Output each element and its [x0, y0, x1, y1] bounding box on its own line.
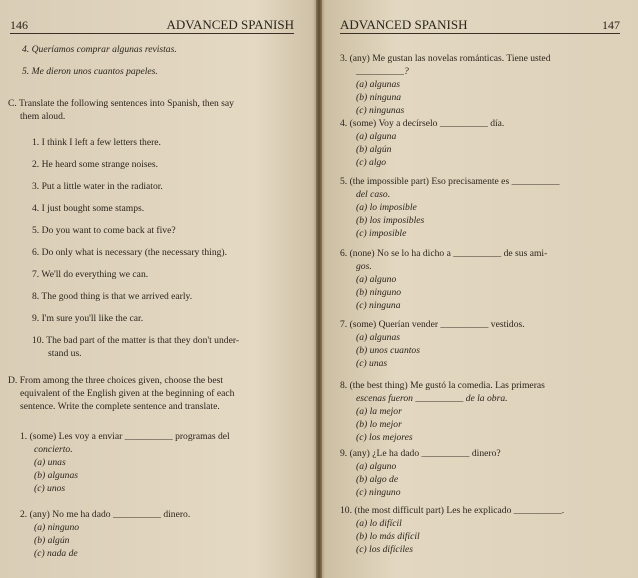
left-page-line: 6. Do only what is necessary (the necessary thing). — [32, 247, 228, 258]
left-page-line: stand us. — [48, 348, 82, 359]
right-page-line: (b) algún — [356, 144, 392, 155]
left-page-line: 1. I think I left a few letters there. — [32, 137, 161, 148]
right-page-line: __________? — [356, 66, 409, 77]
right-page-line: 6. (none) No se lo ha dicho a __________ de sus ami- — [340, 248, 548, 259]
right-page-line: (b) ninguno — [356, 287, 402, 298]
left-page-header — [10, 18, 294, 34]
left-page-line: 4. I just bought some stamps. — [32, 203, 145, 214]
left-page-line: (a) ninguno — [34, 522, 80, 533]
left-page-line: (a) unas — [34, 457, 66, 468]
right-page-line: (c) ninguna — [356, 300, 401, 311]
left-page-line: concierto. — [34, 444, 73, 455]
left-page-line: 9. I'm sure you'll like the car. — [32, 313, 144, 324]
left-page-line: sentence. Write the complete sentence and translate. — [20, 401, 220, 412]
left-page-line: (b) algunas — [34, 470, 78, 481]
right-page-line: (a) lo imposible — [356, 202, 417, 213]
left-page-line: 7. We'll do everything we can. — [32, 269, 149, 280]
left-page-line: (c) nada de — [34, 548, 78, 559]
right-page-line: del caso. — [356, 189, 391, 200]
left-page-line: 3. Put a little water in the radiator. — [32, 181, 163, 192]
right-page-header — [340, 18, 620, 34]
right-page-line: (b) unos cuantos — [356, 345, 420, 356]
right-page-line: (c) unas — [356, 358, 388, 369]
left-page-line: 4. Queríamos comprar algunas revistas. — [22, 44, 177, 55]
left-page-line: (b) algún — [34, 535, 70, 546]
right-page-line: 7. (some) Querían vender __________ vestidos. — [340, 319, 525, 330]
right-page-line: (b) lo más difícil — [356, 531, 420, 542]
right-page-line: (a) la mejor — [356, 406, 402, 417]
left-page-line: 5. Me dieron unos cuantos papeles. — [22, 66, 158, 77]
right-page-line: (a) algunas — [356, 79, 400, 90]
left-page-number: 146 — [10, 18, 28, 32]
right-page-line: (b) los imposibles — [356, 215, 425, 226]
left-page-line: 10. The bad part of the matter is that they don't under- — [32, 335, 240, 346]
left-page-line: C. Translate the following sentences into Spanish, then say — [8, 98, 234, 109]
left-page-line: them aloud. — [20, 111, 66, 122]
left-page-line: 2. He heard some strange noises. — [32, 159, 159, 170]
right-page-line: escenas fueron __________ de la obra. — [356, 393, 508, 404]
right-page-line: (a) alguno — [356, 274, 397, 285]
left-page-line: 8. The good thing is that we arrived early. — [32, 291, 193, 302]
right-page-line: 10. (the most difficult part) Les he explicado __________. — [340, 505, 565, 516]
right-page-line: (c) imposible — [356, 228, 407, 239]
right-page-line: 3. (any) Me gustan las novelas románticas. Tiene usted — [340, 53, 551, 64]
right-page-line: (c) los mejores — [356, 432, 413, 443]
right-page-line: 4. (some) Voy a decírselo __________ día. — [340, 118, 505, 129]
right-page-line: (a) lo difícil — [356, 518, 402, 529]
right-page-number: 147 — [602, 18, 620, 32]
left-page-line: equivalent of the English given at the beginning of each — [20, 388, 235, 399]
right-page-line: (c) ningunas — [356, 105, 405, 116]
right-page-line: 8. (the best thing) Me gustó la comedia. Las primeras — [340, 380, 545, 391]
right-page-line: (a) alguno — [356, 461, 397, 472]
right-page-line: (b) ninguna — [356, 92, 402, 103]
right-page-line: 9. (any) ¿Le ha dado __________ dinero? — [340, 448, 501, 459]
right-page-line: gos. — [356, 261, 372, 272]
right-running-title: ADVANCED SPANISH — [340, 17, 468, 32]
right-page-line: (c) los difíciles — [356, 544, 414, 555]
left-running-title: ADVANCED SPANISH — [166, 17, 294, 32]
right-page-line: (a) algunas — [356, 332, 400, 343]
right-page-line: 5. (the impossible part) Eso precisamente es __________ — [340, 176, 560, 187]
left-page-line: (c) unos — [34, 483, 66, 494]
right-page-line: (c) ninguno — [356, 487, 401, 498]
right-page-line: (b) algo de — [356, 474, 399, 485]
right-page-line: (b) lo mejor — [356, 419, 402, 430]
right-page-line: (a) alguna — [356, 131, 397, 142]
right-page-line: (c) algo — [356, 157, 387, 168]
left-page-line: 1. (some) Les voy a enviar __________ programas del — [20, 431, 230, 442]
left-page-line: 2. (any) No me ha dado __________ dinero. — [20, 509, 191, 520]
left-page-line: 5. Do you want to come back at five? — [32, 225, 176, 236]
left-page-line: D. From among the three choices given, choose the best — [8, 375, 224, 386]
